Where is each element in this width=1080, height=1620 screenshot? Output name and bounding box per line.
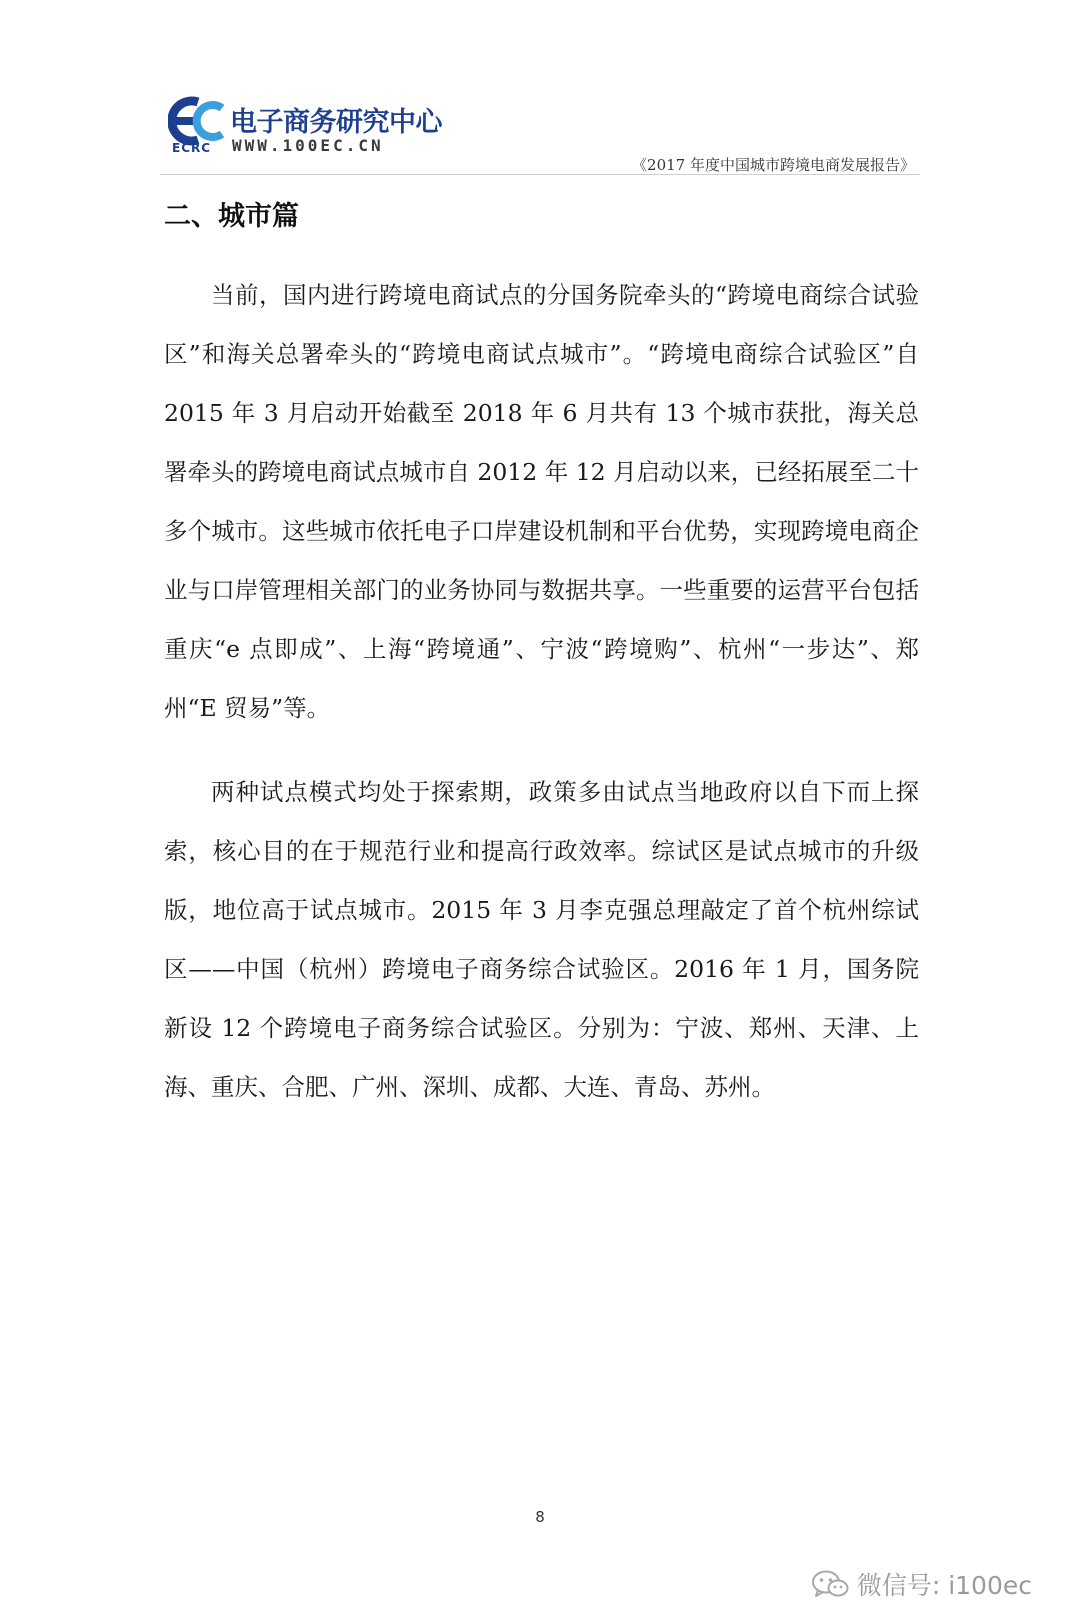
report-title: 《2017 年度中国城市跨境电商发展报告》 — [632, 156, 915, 174]
watermark-text: 微信号: i100ec — [856, 1571, 1032, 1600]
ecrc-logo — [168, 96, 442, 158]
ecrc-logo-icon — [168, 96, 226, 146]
logo-abbreviation: ECRC — [172, 141, 212, 155]
wechat-icon — [811, 1569, 849, 1599]
logo-url: WWW.100EC.CN — [232, 136, 384, 155]
paragraph: 两种试点模式均处于探索期，政策多由试点当地政府以自下而上探索，核心目的在于规范行业和提高行政效率。综试区是试点城市的升级版，地位高于试点城市。2015 年 3 月李克强总理敲定了首个杭州综试区——中国（杭州）跨境电子商务综合试验区。2016 年 1 月，国务院新设 12 个跨境电子商务综合试验区。分别为：宁波、郑州、天津、上海、重庆、合肥、广州、深圳、成都、大连、青岛、苏州。 — [164, 778, 919, 1101]
page-number: 8 — [535, 1508, 545, 1526]
section-heading: 二、城市篇 — [164, 201, 299, 232]
header-divider — [160, 174, 920, 175]
paragraph: 当前，国内进行跨境电商试点的分国务院牵头的“跨境电商综合试验区”和海关总署牵头的“跨境电商试点城市”。“跨境电商综合试验区”自 2015 年 3 月启动开始截至 2018 年 6 月共有 13 个城市获批，海关总署牵头的跨境电商试点城市自 2012 年 12 月启动以来，已经拓展至二十多个城市。这些城市依托电子口岸建设机制和平台优势，实现跨境电商企业与口岸管理相关部门的业务协同与数据共享。一些重要的运营平台包括重庆“e 点即成”、上海“跨境通”、宁波“跨境购”、杭州“一步达”、郑州“E 贸易”等。 — [164, 281, 919, 722]
wechat-watermark — [811, 1566, 1032, 1602]
logo-chinese-name: 电子商务研究中心 — [230, 107, 442, 138]
